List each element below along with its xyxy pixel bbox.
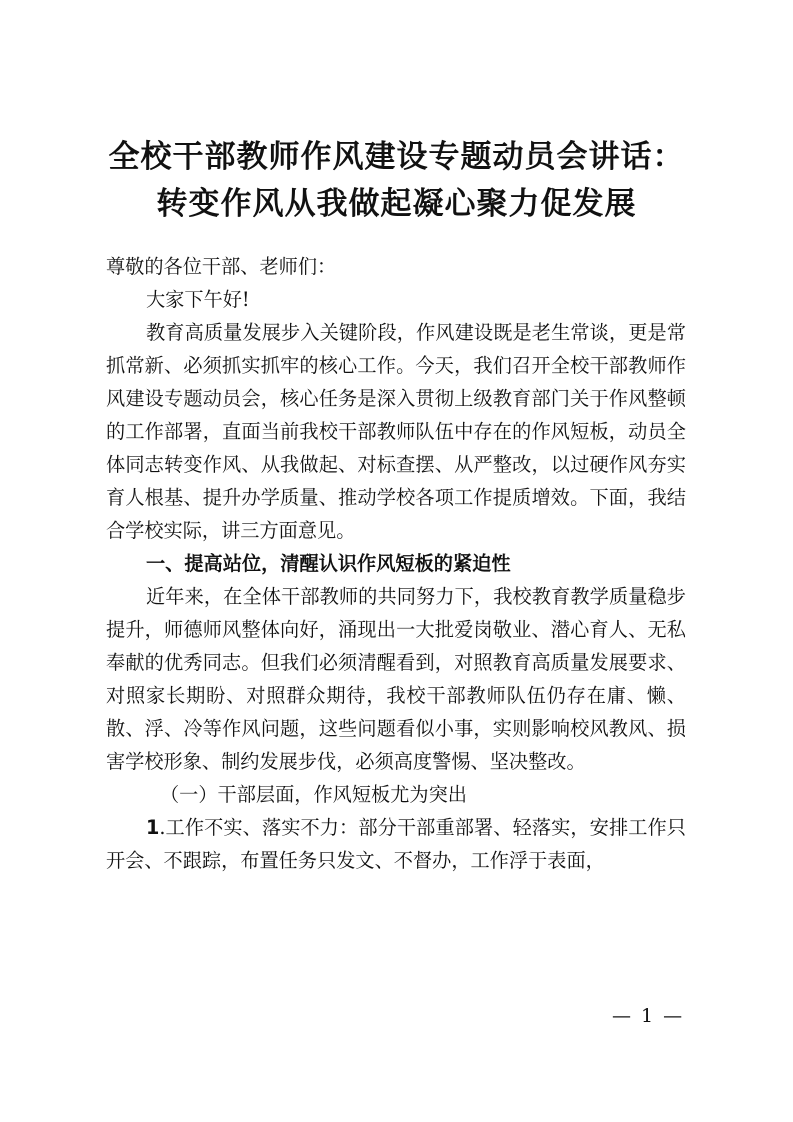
page-number: — 1 — — [612, 1005, 685, 1027]
salutation: 尊敬的各位干部、老师们： — [106, 255, 337, 278]
paragraph-intro: 教育高质量发展步入关键阶段，作风建设既是老生常谈，更是常抓常新、必须抓实抓牢的核心工作。今天，我们召开全校干部教师作风建设专题动员会，核心任务是深入贯彻上级教育部门关于作风整顿的工作部署，直面当前我校干部教师队伍中存在的作风短板，动员全体同志转变作风、从我做起、对标查摆、从严整改，以过硬作风夯实育人根基、提升办学质量、推动学校各项工作提质增效。下面，我结合学校实际，讲三方面意见。 — [106, 321, 686, 542]
document-title-line-1: 全校干部教师作风建设专题动员会讲话： — [108, 139, 685, 175]
subheading-1: （一）干部层面，作风短板尤为突出 — [160, 783, 467, 806]
list-item-1 — [106, 811, 686, 877]
greeting: 大家下午好! — [146, 288, 250, 311]
document-title-line-2: 转变作风从我做起凝心聚力促发展 — [156, 186, 637, 222]
section-heading-1: 一、提高站位，清醒认识作风短板的紧迫性 — [146, 552, 511, 575]
list-item-1-number: 1 — [146, 816, 160, 839]
document-body — [106, 250, 686, 877]
list-item-1-text: .工作不实、落实不力：部分干部重部署、轻落实，安排工作只开会、不跟踪，布置任务只发文、不督办，工作浮于表面， — [106, 816, 686, 872]
paragraph-section-1: 近年来，在全体干部教师的共同努力下，我校教育教学质量稳步提升，师德师风整体向好，涌现出一大批爱岗敬业、潜心育人、无私奉献的优秀同志。但我们必须清醒看到，对照教育高质量发展要求、对照家长期盼、对照群众期待，我校干部教师队伍仍存在庸、懒、散、浮、冷等作风问题，这些问题看似小事，实则影响校风教风、损害学校形象、制约发展步伐，必须高度警惕、坚决整改。 — [106, 585, 686, 773]
